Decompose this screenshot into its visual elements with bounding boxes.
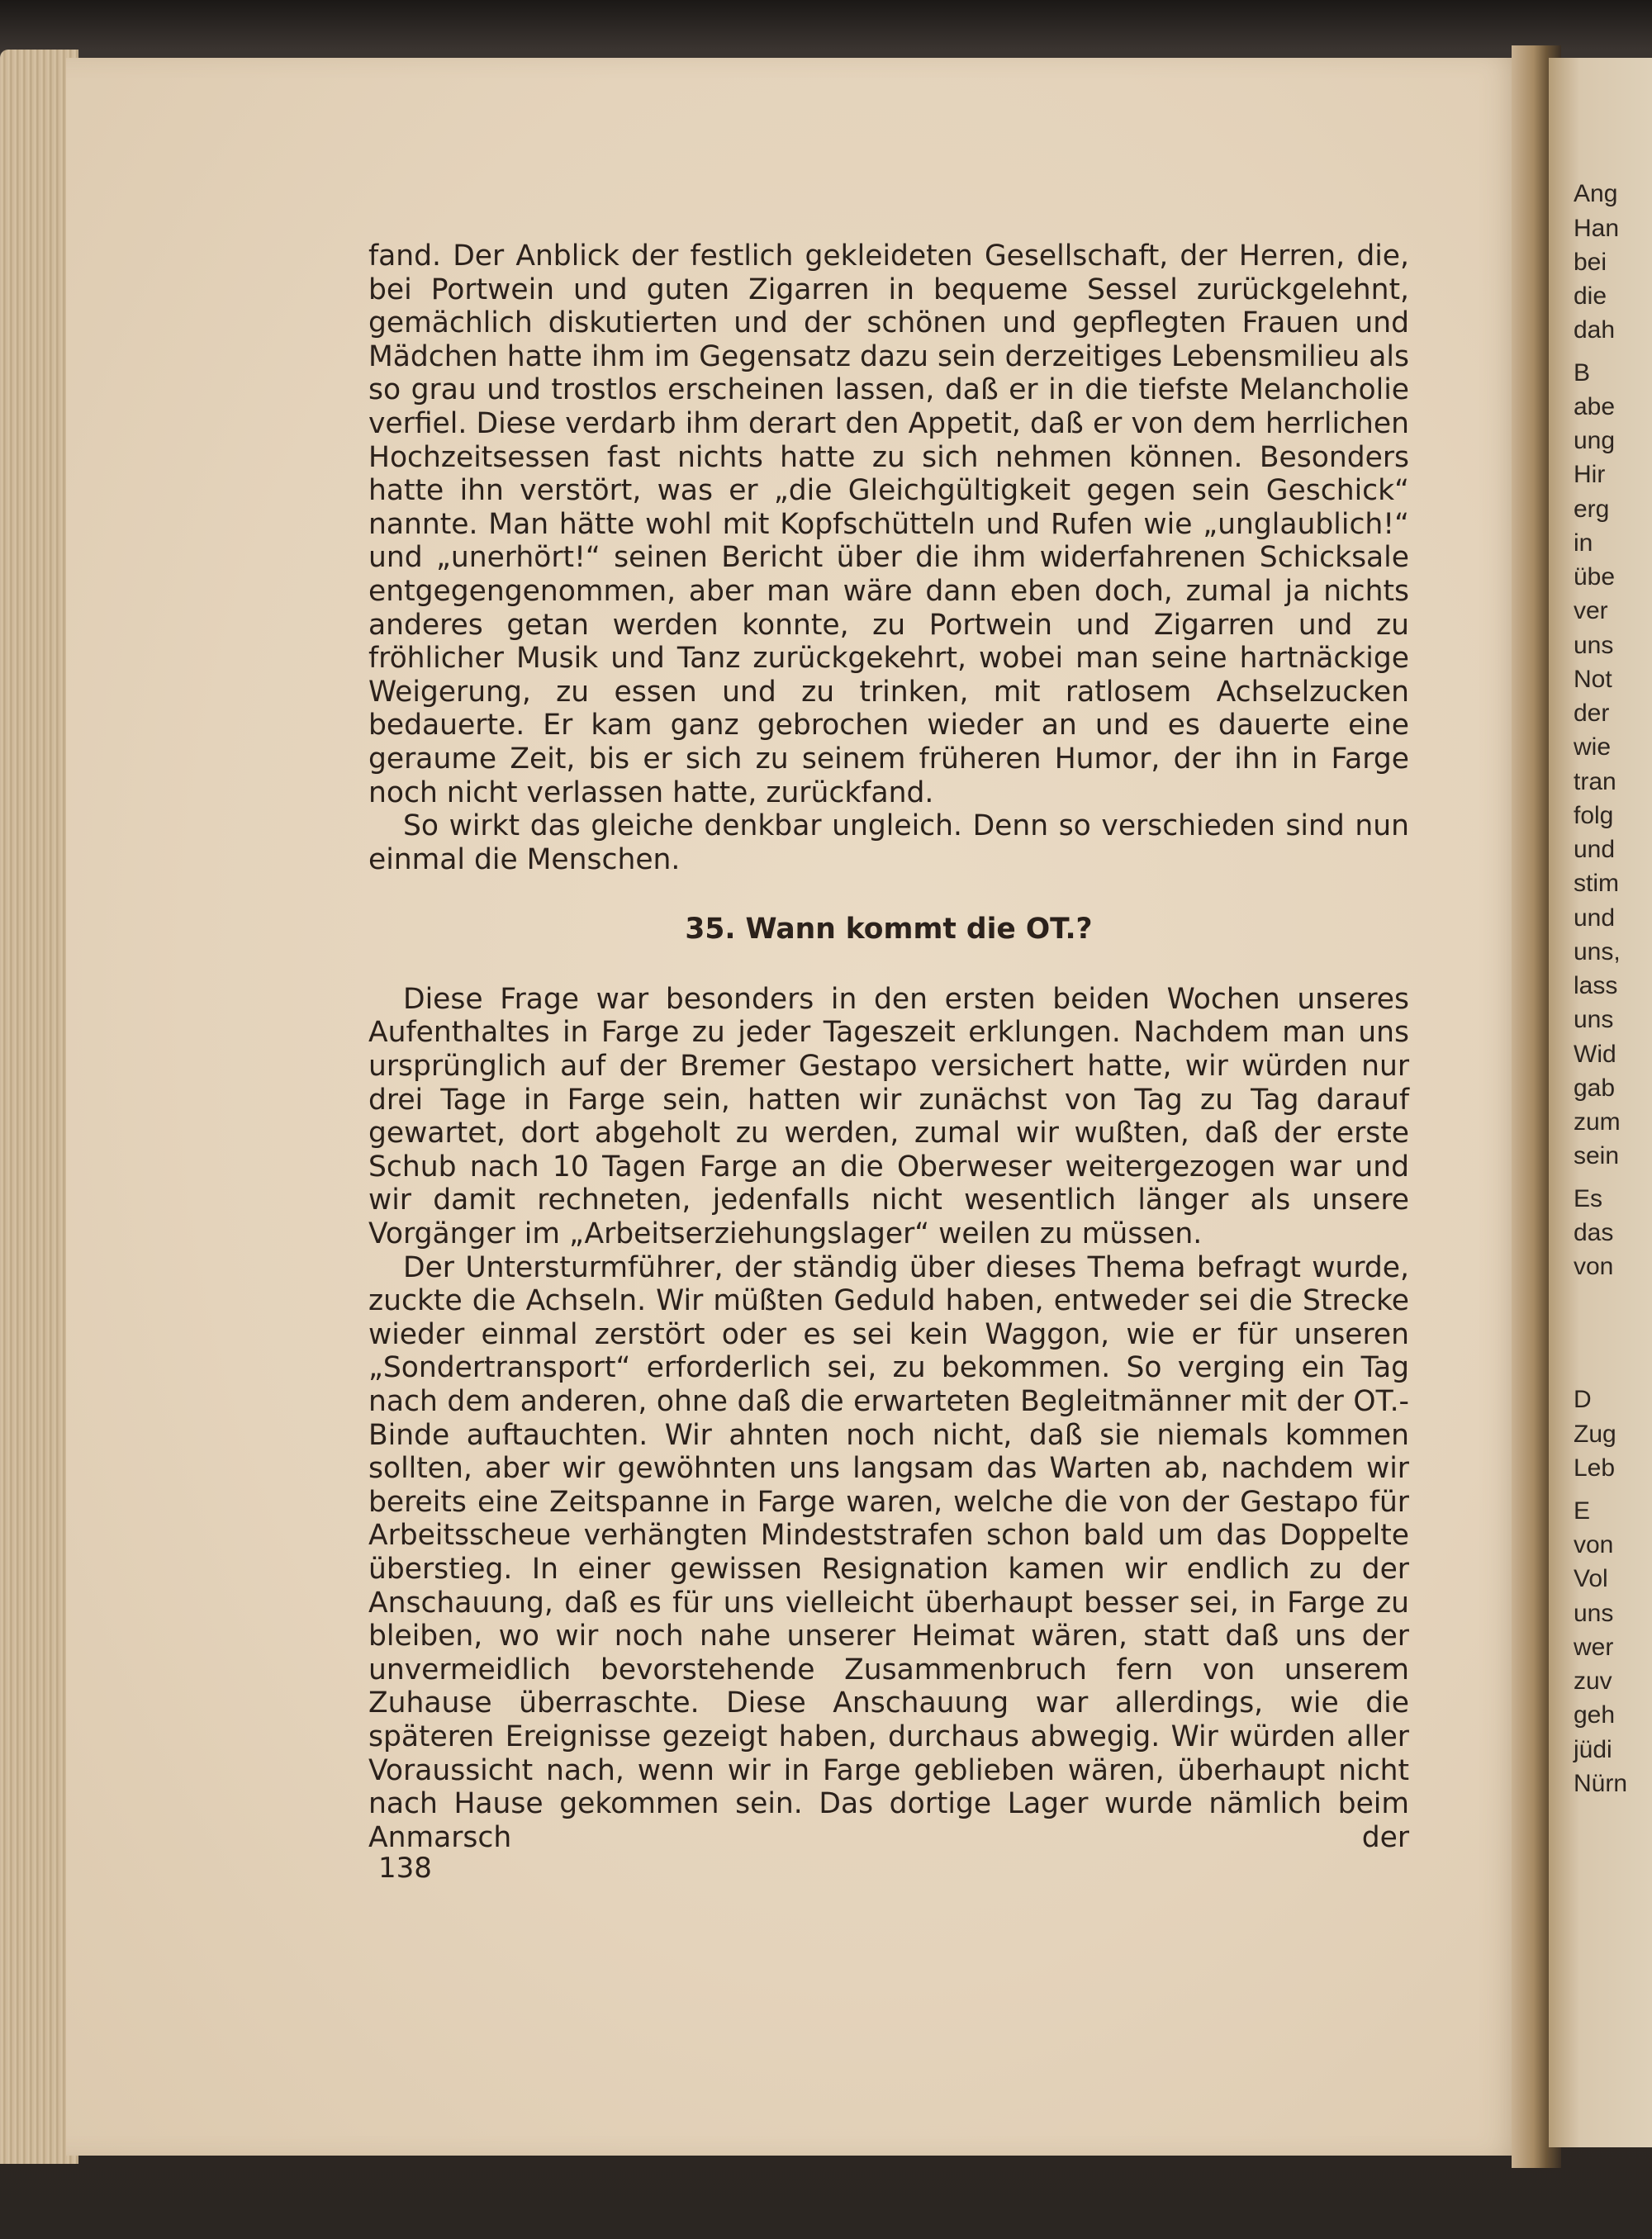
next-page-line-fragment: zuv [1574, 1667, 1612, 1695]
next-page-line-fragment: abe [1574, 393, 1616, 420]
next-page-line-fragment: Ang [1574, 180, 1618, 207]
next-page-line-fragment: Han [1574, 215, 1620, 242]
next-page-line-fragment: Leb [1574, 1454, 1616, 1482]
next-page-line-fragment: D [1574, 1386, 1592, 1413]
next-page-line-fragment: die [1574, 282, 1607, 310]
next-page-line-fragment: jüdi [1574, 1736, 1612, 1763]
next-page-line-fragment: und [1574, 904, 1616, 932]
next-page-line-fragment: ver [1574, 597, 1608, 624]
next-page-line-fragment: zum [1574, 1108, 1621, 1136]
next-page-line-fragment: Wid [1574, 1041, 1616, 1068]
page-number: 138 [378, 1852, 432, 1885]
next-page-line-fragment: uns [1574, 1600, 1614, 1627]
next-page-line-fragment: lass [1574, 972, 1618, 999]
next-page-line-fragment: wie [1574, 733, 1612, 761]
next-page-line-fragment: und [1574, 836, 1616, 863]
next-page-line-fragment: dah [1574, 316, 1616, 344]
next-page-line-fragment: Vol [1574, 1565, 1608, 1592]
next-page-line-fragment: von [1574, 1531, 1614, 1558]
next-page-line-fragment: von [1574, 1253, 1614, 1280]
next-page-line-fragment: Zug [1574, 1421, 1616, 1448]
next-page-line-fragment: übe [1574, 563, 1616, 591]
next-page-line-fragment: sein [1574, 1142, 1620, 1169]
next-page-line-fragment: das [1574, 1219, 1614, 1246]
next-page-line-fragment: folg [1574, 802, 1614, 829]
next-page-line-fragment: Es [1574, 1185, 1603, 1212]
next-page-line-fragment: Hir [1574, 461, 1606, 488]
next-page-line-fragment: Not [1574, 666, 1612, 693]
next-page-line-fragment: Nürn [1574, 1770, 1628, 1797]
next-page-line-fragment: der [1574, 700, 1610, 727]
next-page-line-fragment: uns [1574, 632, 1614, 659]
next-page-line-fragment: wer [1574, 1634, 1614, 1661]
section-heading: 35. Wann kommt die OT.? [685, 913, 1093, 946]
paragraph-3: Diese Frage war besonders in den ersten beiden Wochen unseres Aufenthaltes in Farge zu jeder Tageszeit erklungen. Nachdem man uns ursprünglich auf der Bremer Gestapo versichert hatte, wir würden nur drei Tage in Farge sein, hatten wir zunächst von Tag zu Tag darauf gewartet, dort abgeholt zu werden, zumal wir wußten, daß der erste Schub nach 10 Tagen Farge an die Oberweser weitergezogen war und wir damit rechneten, jedenfalls nicht wesentlich länger als unsere Vorgänger im „Arbeitserziehungslager“ weilen zu müssen. [368, 982, 1409, 1251]
paragraph-1: fand. Der Anblick der festlich gekleideten Gesellschaft, der Herren, die, bei Portwein und guten Zigarren in bequeme Sessel zurückgelehnt, gemächlich diskutierten und der schönen und gepflegten Frauen und Mädchen hatte ihm im Gegensatz dazu sein derzeitiges Lebensmilieu als so grau und trostlos erscheinen lassen, daß er in die tiefste Melancholie verfiel. Diese verdarb ihm derart den Appetit, daß er von dem herrlichen Hochzeitsessen fast nichts hatte zu sich nehmen können. Besonders hatte ihn verstört, was er „die Gleichgültigkeit gegen sein Geschick“ nannte. Man hätte wohl mit Kopfschütteln und Rufen wie „unglaublich!“ und „unerhört!“ seinen Bericht über die ihm widerfahrenen Schicksale entgegengenommen, aber man wäre dann eben doch, zumal ja nichts anderes getan werden konnte, zu Portwein und Zigarren und zu fröhlicher Musik und Tanz zurückgekehrt, wobei man seine hartnäckige Weigerung, zu essen und zu trinken, mit ratlosem Achselzucken bedauerte. Er kam ganz gebrochen wieder an und es dauerte eine geraume Zeit, bis er sich zu seinem früheren Humor, der ihn in Farge noch nicht verlassen hatte, zurückfand. [368, 240, 1409, 809]
next-page-line-fragment: uns [1574, 1006, 1614, 1033]
next-page-line-fragment: bei [1574, 249, 1607, 276]
next-page-line-fragment: B [1574, 359, 1591, 387]
book-page-right-partial [1549, 58, 1652, 2147]
next-page-line-fragment: gab [1574, 1074, 1616, 1102]
paragraph-2: So wirkt das gleiche denkbar ungleich. Denn so verschieden sind nun einmal die Menschen. [368, 809, 1409, 876]
next-page-line-fragment: geh [1574, 1701, 1616, 1729]
next-page-line-fragment: stim [1574, 870, 1619, 897]
paragraph-4: Der Untersturmführer, der ständig über dieses Thema befragt wurde, zuckte die Achseln. Wir müßten Geduld haben, entweder sei die Strecke wieder einmal zerstört oder es sei kein Waggon, wie er für unseren „Sondertransport“ erforderlich sei, zu bekommen. So verging ein Tag nach dem anderen, ohne daß die erwarteten Begleitmänner mit der OT.-Binde auftauchten. Wir ahnten noch nicht, daß sie niemals kommen sollten, aber wir gewöhnten uns langsam das Warten ab, nachdem wir bereits eine Zeitspanne in Farge waren, welche die von der Gestapo für Arbeitsscheue verhängten Mindeststrafen schon bald um das Doppelte überstieg. In einer gewissen Resignation kamen wir endlich zu der Anschauung, daß es für uns vielleicht überhaupt besser sei, in Farge zu bleiben, wo wir noch nahe unserer Heimat wären, statt daß uns der unvermeidlich bevorstehende Zusammenbruch fern von unserem Zuhause überraschte. Diese Anschauung war allerdings, wie die späteren Ereignisse gezeigt haben, durchaus abwegig. Wir würden aller Voraussicht nach, wenn wir in Farge geblieben wären, überhaupt nicht nach Hause gekommen sein. Das dortige Lager wurde nämlich beim Anmarsch der [368, 1250, 1409, 1854]
next-page-line-fragment: erg [1574, 496, 1610, 523]
next-page-line-fragment: tran [1574, 768, 1616, 795]
page-text-block [368, 240, 1409, 1854]
next-page-line-fragment: uns, [1574, 938, 1621, 965]
next-page-line-fragment: in [1574, 529, 1593, 557]
next-page-line-fragment: E [1574, 1497, 1591, 1525]
next-page-line-fragment: ung [1574, 427, 1616, 454]
